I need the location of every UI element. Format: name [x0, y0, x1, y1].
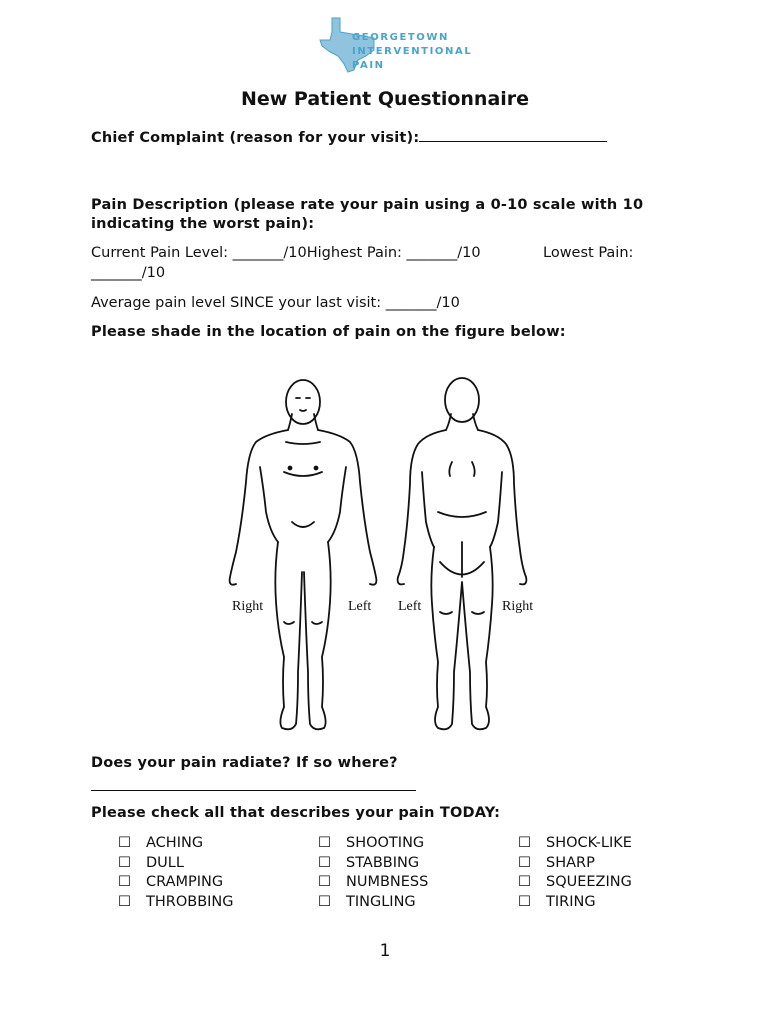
checkbox-icon[interactable]: ☐ [118, 893, 131, 910]
average-pain-field[interactable]: _______ [385, 295, 437, 311]
checkbox-stabbing[interactable] [318, 854, 428, 874]
front-right-label: Right [232, 599, 264, 614]
page-title: New Patient Questionnaire [240, 88, 530, 110]
back-right-label: Right [502, 599, 534, 614]
practice-logo [318, 14, 473, 76]
checkbox-label: ACHING [146, 835, 204, 851]
checkbox-label: NUMBNESS [346, 874, 429, 890]
checkbox-tiring[interactable] [518, 893, 632, 913]
front-body-figure[interactable] [230, 380, 377, 729]
pain-description-line1: Pain Description (please rate your pain using a 0-10 scale with 10 [91, 197, 644, 213]
logo-text-line3: PAIN [352, 60, 385, 71]
checkbox-throbbing[interactable] [118, 893, 234, 913]
lowest-pain-label: Lowest Pain: [543, 245, 634, 261]
checkbox-icon[interactable]: ☐ [318, 874, 331, 890]
pain-type-column-2 [318, 834, 428, 912]
chief-complaint-field[interactable] [419, 141, 607, 142]
checkbox-label: SHOOTING [346, 835, 425, 851]
checkbox-aching[interactable] [118, 834, 234, 854]
checkbox-label: TINGLING [346, 893, 416, 910]
checkbox-dull[interactable] [118, 854, 234, 874]
logo-text-line1: GEORGETOWN [352, 32, 450, 43]
checkbox-label: SQUEEZING [546, 874, 632, 890]
pain-description-label [91, 196, 643, 234]
lowest-pain-suffix: /10 [141, 265, 166, 281]
average-pain-label: Average pain level SINCE your last visit: [91, 295, 382, 311]
chief-complaint-row [91, 130, 607, 146]
checkbox-squeezing[interactable] [518, 873, 632, 893]
checkbox-shock-like[interactable] [518, 834, 632, 854]
logo-text-line2: INTERVENTIONAL [352, 46, 473, 57]
checkbox-label: DULL [146, 854, 184, 871]
lowest-pain-field[interactable]: _______ [91, 265, 142, 281]
checkbox-label: STABBING [346, 854, 420, 871]
current-pain-suffix: /10 [283, 245, 307, 261]
checkbox-tingling[interactable] [318, 893, 428, 913]
highest-pain-field[interactable]: _______ [406, 245, 458, 261]
average-pain-suffix: /10 [436, 295, 460, 311]
checkbox-label: CRAMPING [146, 874, 224, 890]
current-pain-field[interactable]: _______ [232, 245, 284, 261]
checkbox-icon[interactable]: ☐ [318, 893, 331, 910]
pain-type-column-3 [518, 834, 632, 912]
describe-pain-label: Please check all that describes your pain TODAY: [91, 805, 501, 821]
checkbox-icon[interactable]: ☐ [518, 893, 531, 910]
checkbox-sharp[interactable] [518, 854, 632, 874]
radiate-field[interactable] [91, 790, 416, 791]
checkbox-icon[interactable]: ☐ [318, 854, 331, 871]
checkbox-icon[interactable]: ☐ [518, 874, 531, 890]
page-number: 1 [379, 941, 391, 961]
shade-instruction: Please shade in the location of pain on the figure below: [91, 324, 566, 340]
front-left-label: Left [348, 599, 372, 614]
current-pain-row [91, 245, 481, 261]
checkbox-numbness[interactable] [318, 873, 428, 893]
checkbox-label: SHOCK-LIKE [546, 835, 632, 851]
checkbox-cramping[interactable] [118, 873, 234, 893]
radiate-label: Does your pain radiate? If so where? [91, 755, 398, 771]
checkbox-label: SHARP [546, 854, 595, 871]
pain-type-column-1 [118, 834, 234, 912]
lowest-pain-row [91, 265, 165, 281]
checkbox-icon[interactable]: ☐ [118, 854, 131, 871]
checkbox-icon[interactable]: ☐ [318, 835, 331, 851]
checkbox-icon[interactable]: ☐ [518, 835, 531, 851]
pain-description-line2: indicating the worst pain): [91, 216, 315, 232]
back-left-label: Left [398, 599, 422, 614]
checkbox-label: THROBBING [146, 893, 234, 910]
checkbox-shooting[interactable] [318, 834, 428, 854]
highest-pain-label: Highest Pain: [306, 245, 402, 261]
body-figure-diagram[interactable] [226, 372, 560, 742]
chief-complaint-label: Chief Complaint (reason for your visit): [91, 130, 420, 146]
checkbox-label: TIRING [546, 893, 596, 910]
highest-pain-suffix: /10 [457, 245, 481, 261]
average-pain-row [91, 295, 460, 311]
checkbox-icon[interactable]: ☐ [118, 835, 131, 851]
checkbox-icon[interactable]: ☐ [118, 874, 131, 890]
checkbox-icon[interactable]: ☐ [518, 854, 531, 871]
back-body-figure[interactable] [398, 378, 527, 729]
current-pain-label: Current Pain Level: [91, 245, 229, 261]
